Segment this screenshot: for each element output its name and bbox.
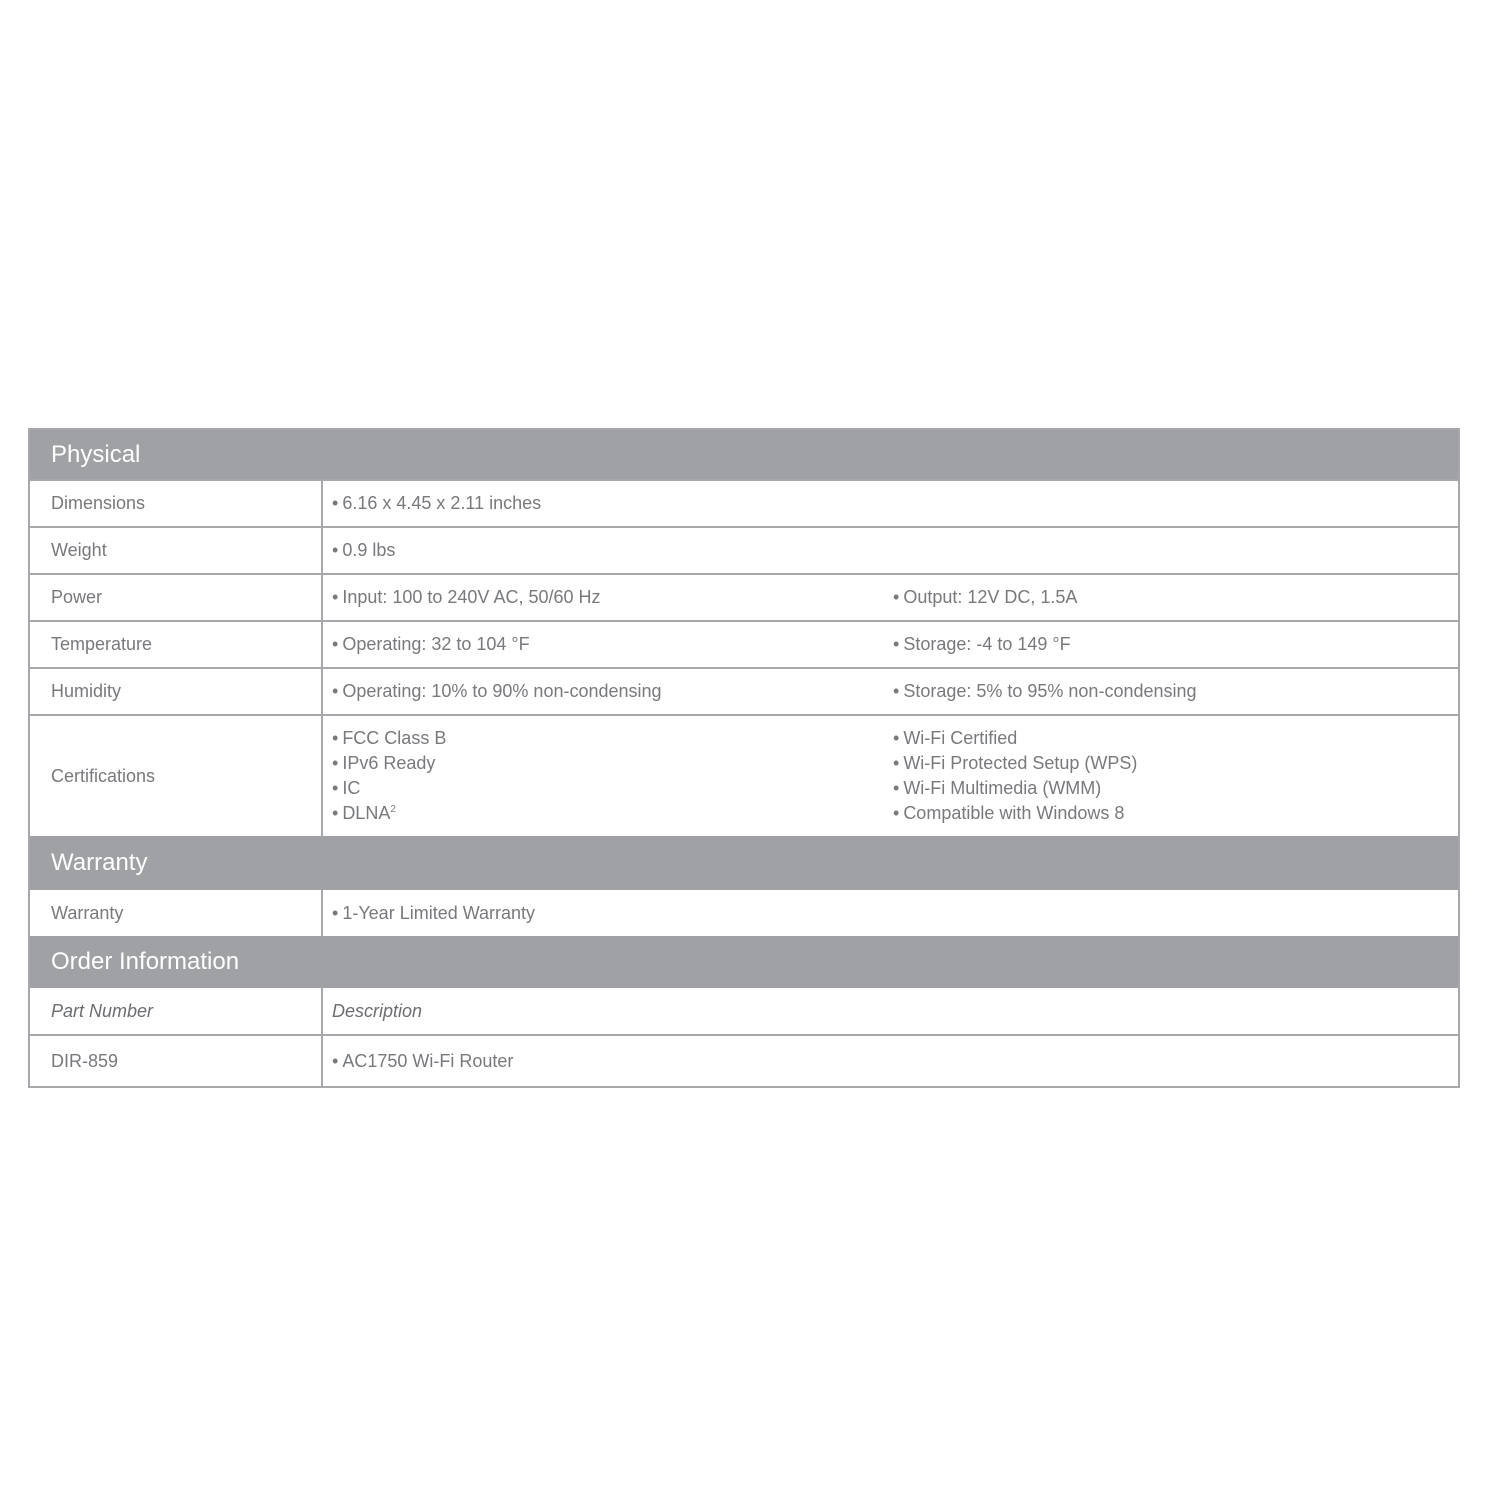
bullet: •: [332, 1050, 339, 1071]
warranty-value: 1-Year Limited Warranty: [342, 902, 536, 923]
list-item: [332, 776, 893, 801]
row-label-dimensions: Dimensions: [30, 481, 323, 526]
table-row-power: [30, 573, 1458, 620]
row-label-temperature: Temperature: [30, 622, 323, 667]
certifications-right-list: [893, 726, 1458, 826]
row-label-weight: Weight: [30, 528, 323, 573]
part-number-cell: DIR-859: [30, 1036, 323, 1086]
table-header-row: [30, 988, 1458, 1034]
bullet: •: [893, 587, 900, 607]
column-header-part-number: Part Number: [30, 988, 323, 1034]
description-value: AC1750 Wi-Fi Router: [342, 1050, 514, 1071]
table-row-weight: [30, 526, 1458, 573]
bullet: •: [893, 778, 900, 798]
cert-wps: Wi-Fi Protected Setup (WPS): [903, 753, 1138, 773]
list-item: [893, 726, 1458, 751]
bullet: •: [332, 540, 339, 560]
humidity-operating: Operating: 10% to 90% non-condensing: [342, 681, 662, 701]
row-label-certifications: Certifications: [30, 716, 323, 836]
list-item: [893, 801, 1458, 826]
bullet: •: [332, 778, 339, 798]
cert-dlna: DLNA: [342, 803, 391, 823]
list-item: [332, 801, 893, 826]
cert-wmm: Wi-Fi Multimedia (WMM): [903, 778, 1102, 798]
row-label-warranty: Warranty: [30, 890, 323, 936]
row-value-power: [323, 575, 1458, 620]
cert-fcc: FCC Class B: [342, 728, 447, 748]
cert-wifi: Wi-Fi Certified: [903, 728, 1018, 748]
bullet: •: [332, 753, 339, 773]
bullet: •: [893, 634, 900, 654]
section-title-physical: Physical: [51, 440, 141, 468]
weight-value: 0.9 lbs: [342, 540, 396, 560]
cert-ipv6: IPv6 Ready: [342, 753, 436, 773]
row-value-weight: [323, 528, 1458, 573]
table-row-dir859: [30, 1034, 1458, 1086]
section-title-order: Order Information: [51, 948, 240, 975]
row-value-dimensions: [323, 481, 1458, 526]
cert-windows8: Compatible with Windows 8: [903, 803, 1125, 823]
section-header-order: [30, 936, 1458, 988]
bullet: •: [332, 803, 339, 823]
row-label-power: Power: [30, 575, 323, 620]
row-value-certifications: [323, 716, 1458, 836]
spec-table: [28, 428, 1460, 1088]
column-header-description: [323, 988, 1458, 1034]
cert-ic: IC: [342, 778, 361, 798]
power-output: Output: 12V DC, 1.5A: [903, 587, 1078, 607]
bullet: •: [332, 587, 339, 607]
row-value-temperature: [323, 622, 1458, 667]
temperature-storage: Storage: -4 to 149 °F: [903, 634, 1071, 654]
table-row-dimensions: [30, 479, 1458, 526]
temperature-operating: Operating: 32 to 104 °F: [342, 634, 530, 654]
bullet: •: [332, 493, 339, 513]
humidity-storage: Storage: 5% to 95% non-condensing: [903, 681, 1197, 701]
bullet: •: [893, 803, 900, 823]
section-header-warranty: [30, 836, 1458, 890]
description-header-text: Description: [332, 1000, 423, 1021]
bullet: •: [893, 753, 900, 773]
table-row-warranty: [30, 890, 1458, 936]
list-item: [332, 726, 893, 751]
bullet: •: [893, 728, 900, 748]
bullet: •: [332, 728, 339, 748]
bullet: •: [332, 902, 339, 923]
certifications-left-list: [323, 726, 893, 826]
row-value-humidity: [323, 669, 1458, 714]
bullet: •: [332, 681, 339, 701]
list-item: [332, 751, 893, 776]
dimensions-value: 6.16 x 4.45 x 2.11 inches: [342, 493, 542, 513]
power-input: Input: 100 to 240V AC, 50/60 Hz: [342, 587, 601, 607]
list-item: [893, 751, 1458, 776]
description-cell: [323, 1036, 1458, 1086]
row-label-humidity: Humidity: [30, 669, 323, 714]
section-title-warranty: Warranty: [51, 849, 148, 876]
list-item: [893, 776, 1458, 801]
bullet: •: [893, 681, 900, 701]
table-row-temperature: [30, 620, 1458, 667]
table-row-humidity: [30, 667, 1458, 714]
bullet: •: [332, 634, 339, 654]
footnote-marker: 2: [390, 804, 396, 815]
section-header-physical: [30, 430, 1458, 479]
table-row-certifications: [30, 714, 1458, 836]
row-value-warranty: [323, 890, 1458, 936]
